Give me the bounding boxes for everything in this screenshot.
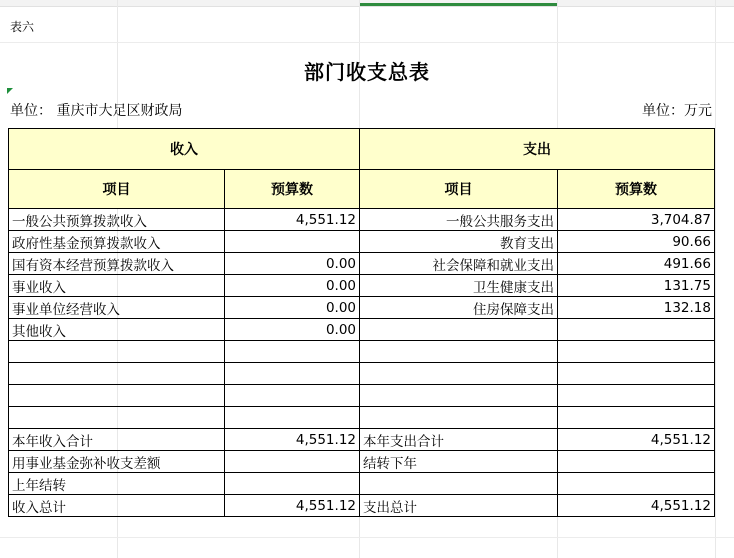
expense-budget-header[interactable]: 预算数 — [558, 170, 715, 209]
expense-amount-cell[interactable] — [558, 319, 715, 341]
income-amount-cell[interactable] — [225, 385, 360, 407]
income-item-cell[interactable]: 国有资本经营预算拨款收入 — [9, 253, 225, 275]
organization-unit-label: 单位： 重庆市大足区财政局 — [10, 103, 183, 119]
expense-item-cell[interactable]: 住房保障支出 — [360, 297, 558, 319]
income-budget-header[interactable]: 预算数 — [225, 170, 360, 209]
table-row — [9, 297, 715, 319]
income-amount-cell[interactable]: 4,551.12 — [225, 209, 360, 231]
grid-line — [0, 537, 734, 538]
expense-item-header[interactable]: 项目 — [360, 170, 558, 209]
summary-row — [9, 451, 715, 473]
expense-item-cell[interactable]: 本年支出合计 — [360, 429, 558, 451]
table-number-label: 表六 — [10, 20, 35, 34]
table-row — [9, 231, 715, 253]
expense-amount-cell[interactable] — [558, 451, 715, 473]
cell-comment-marker — [7, 88, 13, 94]
table-row — [9, 407, 715, 429]
expense-item-cell[interactable]: 教育支出 — [360, 231, 558, 253]
expense-amount-cell[interactable]: 90.66 — [558, 231, 715, 253]
expense-amount-cell[interactable]: 131.75 — [558, 275, 715, 297]
expense-item-cell[interactable] — [360, 407, 558, 429]
column-header-strip — [0, 0, 734, 7]
income-item-cell[interactable]: 一般公共预算拨款收入 — [9, 209, 225, 231]
income-item-cell[interactable]: 事业收入 — [9, 275, 225, 297]
expense-item-cell[interactable] — [360, 341, 558, 363]
income-amount-cell[interactable]: 4,551.12 — [225, 495, 360, 517]
summary-row — [9, 429, 715, 451]
income-amount-cell[interactable]: 0.00 — [225, 319, 360, 341]
income-item-cell[interactable]: 本年收入合计 — [9, 429, 225, 451]
table-row — [9, 341, 715, 363]
expense-amount-cell[interactable] — [558, 473, 715, 495]
income-item-cell[interactable] — [9, 407, 225, 429]
expense-amount-cell[interactable]: 4,551.12 — [558, 429, 715, 451]
income-item-cell[interactable] — [9, 363, 225, 385]
expense-amount-cell[interactable] — [558, 407, 715, 429]
page-title: 部门收支总表 — [304, 60, 430, 84]
expense-amount-cell[interactable]: 3,704.87 — [558, 209, 715, 231]
summary-row — [9, 473, 715, 495]
expense-item-cell[interactable]: 支出总计 — [360, 495, 558, 517]
income-section-header[interactable]: 收入 — [9, 129, 360, 170]
expense-item-cell[interactable]: 一般公共服务支出 — [360, 209, 558, 231]
income-amount-cell[interactable]: 4,551.12 — [225, 429, 360, 451]
expense-item-cell[interactable]: 结转下年 — [360, 451, 558, 473]
expense-item-cell[interactable] — [360, 385, 558, 407]
expense-item-cell[interactable] — [360, 319, 558, 341]
income-item-cell[interactable]: 事业单位经营收入 — [9, 297, 225, 319]
expense-item-cell[interactable] — [360, 473, 558, 495]
income-amount-cell[interactable]: 0.00 — [225, 275, 360, 297]
expense-item-cell[interactable] — [360, 363, 558, 385]
table-row — [9, 363, 715, 385]
expense-section-header[interactable]: 支出 — [360, 129, 715, 170]
income-item-cell[interactable] — [9, 385, 225, 407]
income-item-cell[interactable]: 收入总计 — [9, 495, 225, 517]
income-amount-cell[interactable]: 0.00 — [225, 253, 360, 275]
income-amount-cell[interactable] — [225, 407, 360, 429]
currency-unit-label: 单位：万元 — [642, 103, 712, 119]
income-amount-cell[interactable] — [225, 231, 360, 253]
income-item-cell[interactable]: 政府性基金预算拨款收入 — [9, 231, 225, 253]
table-row — [9, 319, 715, 341]
income-amount-cell[interactable] — [225, 341, 360, 363]
grid-line — [0, 42, 734, 43]
income-amount-cell[interactable] — [225, 473, 360, 495]
table-header-row — [9, 129, 715, 170]
expense-amount-cell[interactable]: 4,551.12 — [558, 495, 715, 517]
table-row — [9, 275, 715, 297]
income-amount-cell[interactable]: 0.00 — [225, 297, 360, 319]
income-item-cell[interactable] — [9, 341, 225, 363]
expense-amount-cell[interactable]: 491.66 — [558, 253, 715, 275]
expense-item-cell[interactable]: 卫生健康支出 — [360, 275, 558, 297]
income-item-header[interactable]: 项目 — [9, 170, 225, 209]
income-item-cell[interactable]: 用事业基金弥补收支差额 — [9, 451, 225, 473]
income-item-cell[interactable]: 上年结转 — [9, 473, 225, 495]
expense-amount-cell[interactable]: 132.18 — [558, 297, 715, 319]
table-row — [9, 253, 715, 275]
expense-amount-cell[interactable] — [558, 363, 715, 385]
expense-amount-cell[interactable] — [558, 385, 715, 407]
budget-summary-table — [8, 128, 715, 517]
expense-item-cell[interactable]: 社会保障和就业支出 — [360, 253, 558, 275]
summary-row — [9, 495, 715, 517]
income-item-cell[interactable]: 其他收入 — [9, 319, 225, 341]
income-amount-cell[interactable] — [225, 363, 360, 385]
expense-amount-cell[interactable] — [558, 341, 715, 363]
column-header-row — [9, 170, 715, 209]
selected-column-indicator — [360, 3, 557, 6]
income-amount-cell[interactable] — [225, 451, 360, 473]
table-row — [9, 209, 715, 231]
table-row — [9, 385, 715, 407]
